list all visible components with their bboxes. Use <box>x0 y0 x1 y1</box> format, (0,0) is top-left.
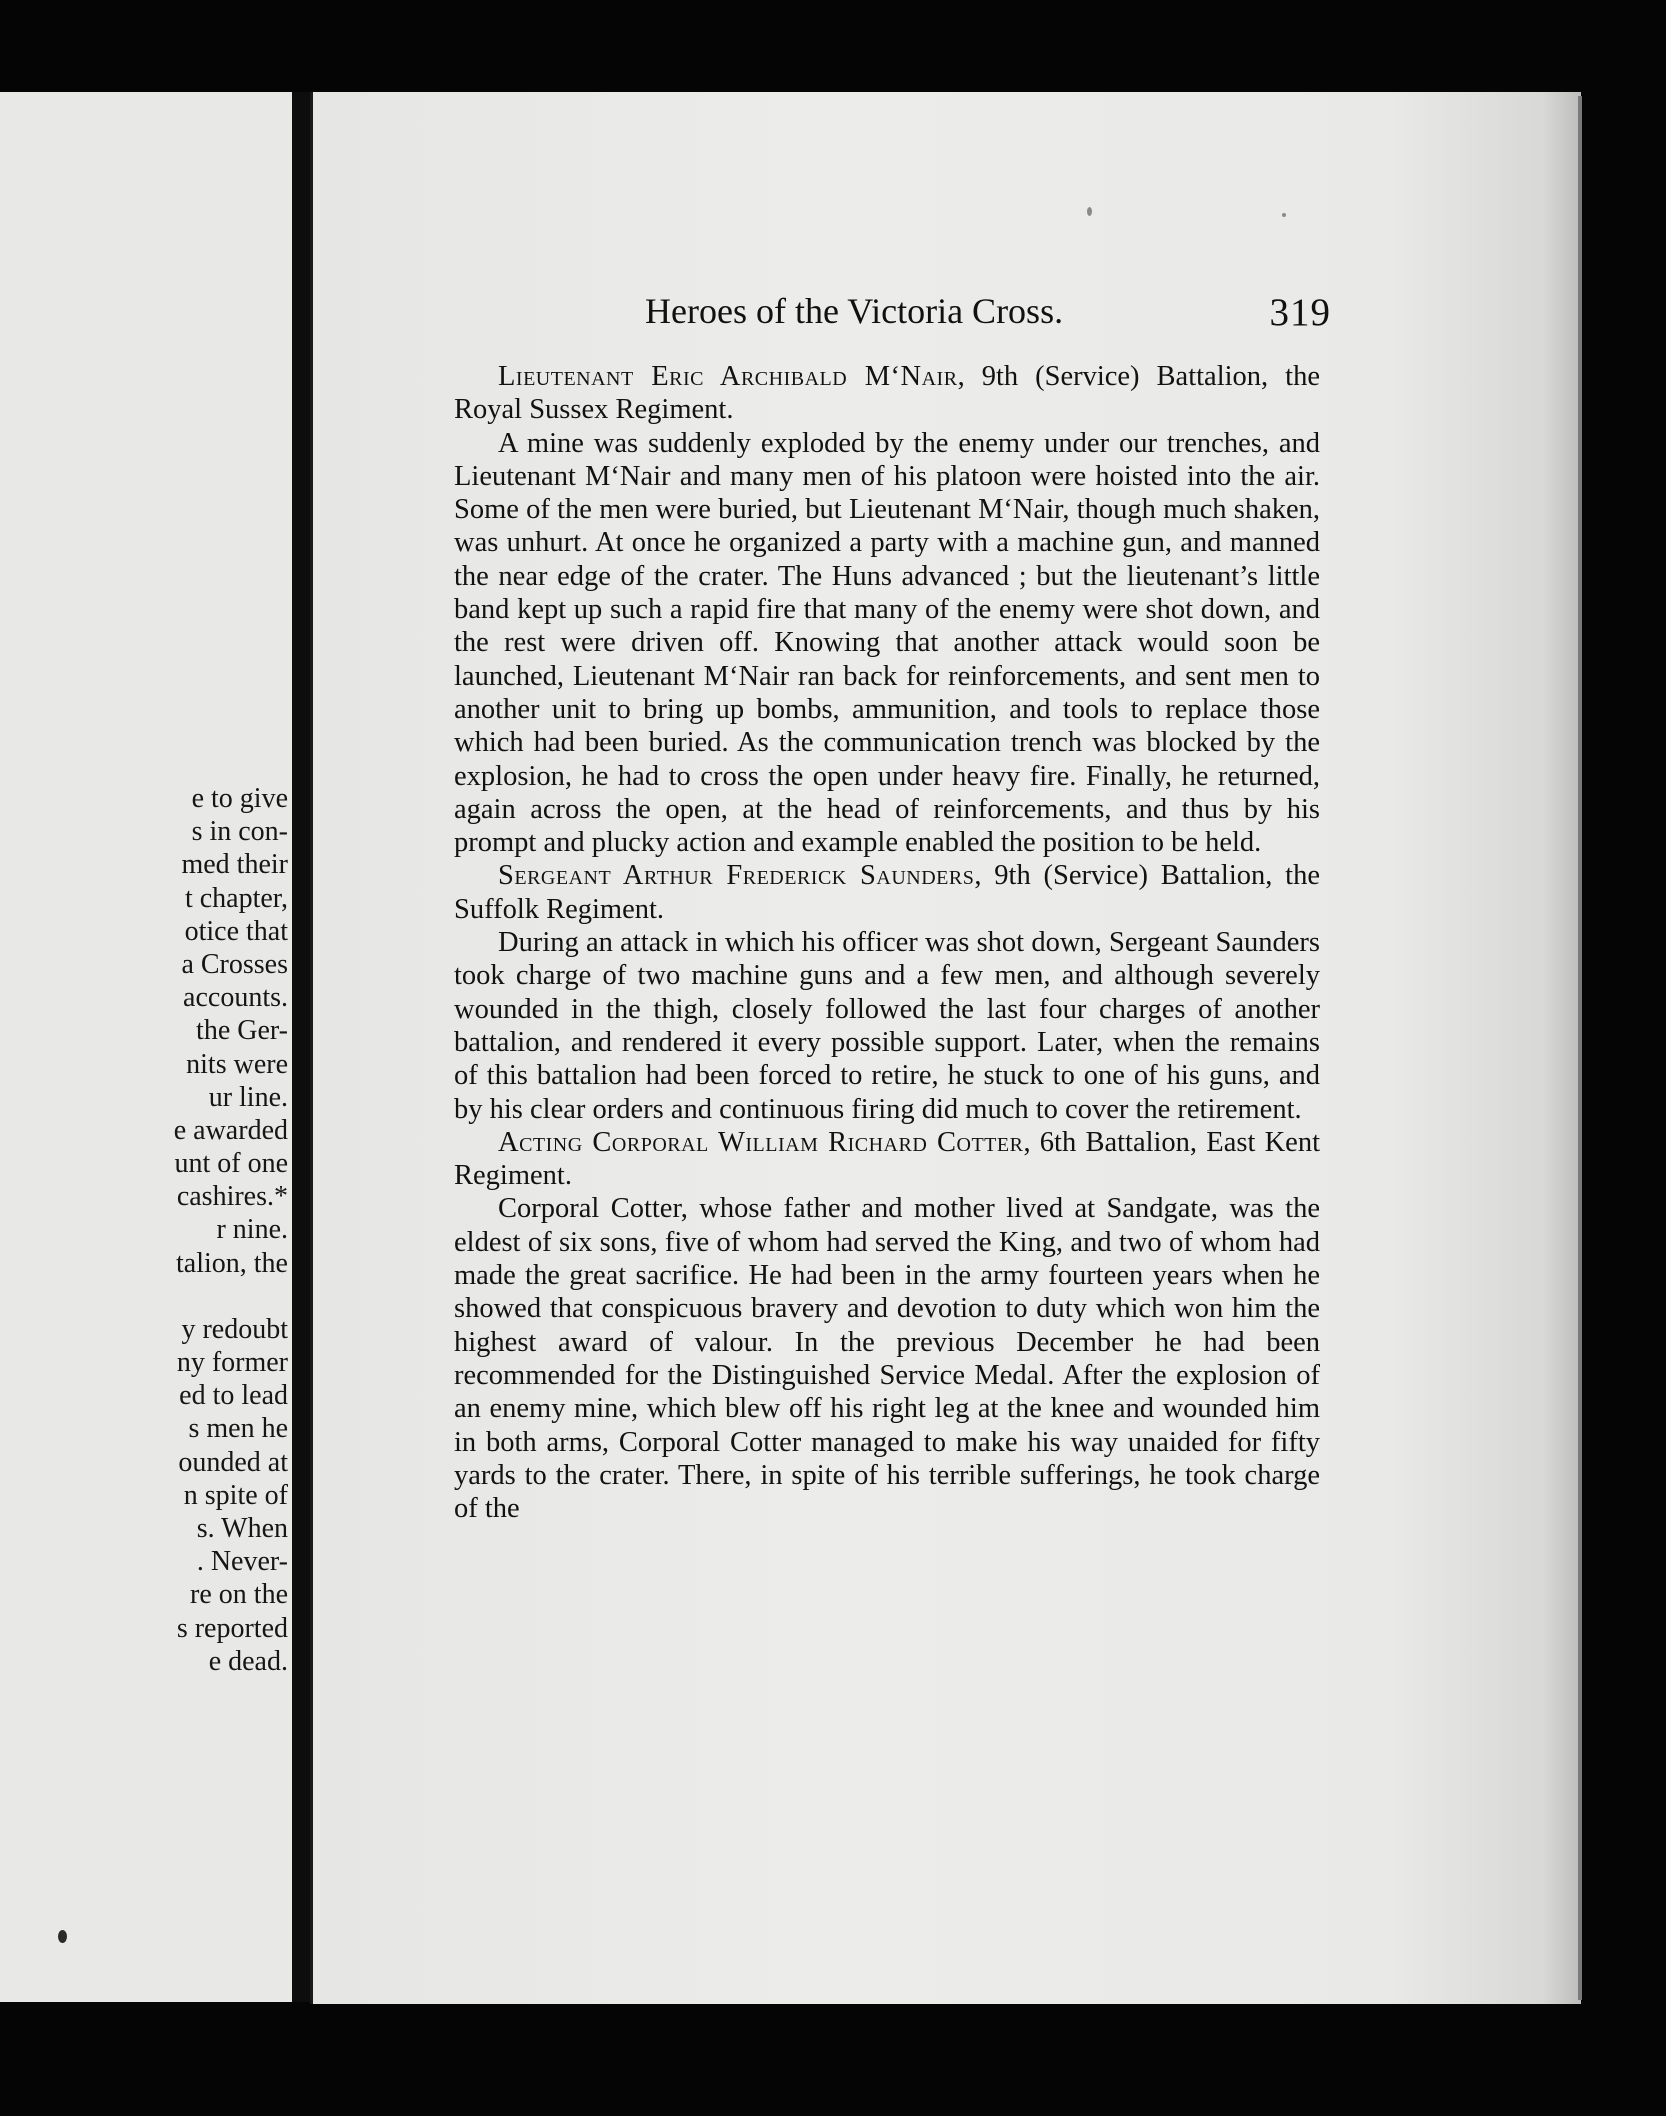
entry-paragraph: During an attack in which his officer was shot down, Sergeant Saunders took charge of two machine guns and a few men, and although severely wounded in the thigh, closely followed the last four charges of another battalion, and rendered it every possible support. Later, when the remains of this battalion had been forced to retire, he stuck to one of his guns, and by his clear orders and continuous firing did much to cover the retirement. <box>454 927 1320 1125</box>
running-head <box>645 290 1335 340</box>
left-line: n spite of <box>183 1479 288 1511</box>
left-line: talion, the <box>176 1247 288 1279</box>
left-line: accounts. <box>183 982 288 1014</box>
left-line: a Crosses <box>181 948 288 980</box>
left-line: ur line. <box>208 1081 288 1113</box>
running-title: Heroes of the Victoria Cross. <box>645 291 1064 331</box>
left-line: e dead. <box>208 1645 288 1677</box>
entry-heading <box>454 1126 1320 1193</box>
left-line: unt of one <box>174 1148 288 1180</box>
paper-speck <box>1282 213 1286 217</box>
recipient-name: Acting Corporal William Richard Cotter <box>498 1126 1024 1158</box>
left-line: re on the <box>190 1579 288 1611</box>
left-line: t chapter, <box>184 882 288 914</box>
entry-heading <box>454 360 1320 427</box>
left-line: nits were <box>186 1048 288 1080</box>
book-gutter <box>292 92 310 2002</box>
left-line: s reported <box>176 1612 288 1644</box>
left-line: med their <box>181 849 288 881</box>
entry-paragraph: Corporal Cotter, whose father and mother lived at Sandgate, was the eldest of six sons, five of whom had served the King, and two of whom had made the great sacrifice. He had been in the army fourteen years when he showed that conspicuous bravery and devotion to duty which won him the highest award of valour. In the previous December he had been recommended for the Distinguished Service Medal. After the explosion of an enemy mine, which blew off his right leg at the knee and wounded him in both arms, Corporal Cotter managed to make his way unaided for fifty yards to the crater. There, in spite of his terrible sufferings, he took charge of the <box>454 1193 1320 1525</box>
page-edge <box>1578 96 1582 2000</box>
left-line: otice that <box>184 915 288 947</box>
left-line: ed to lead <box>179 1380 288 1412</box>
previous-page-fragment <box>0 92 292 2002</box>
left-line: e to give <box>191 783 288 814</box>
left-line: s. When <box>196 1512 288 1544</box>
page-number: 319 <box>1269 291 1331 334</box>
ink-blot <box>58 1930 67 1943</box>
recipient-name: Lieutenant Eric Archibald M‘Nair <box>498 361 958 392</box>
paper-speck <box>1087 207 1092 216</box>
left-line: . Never- <box>196 1546 288 1578</box>
left-line: ny former <box>176 1347 288 1378</box>
left-line: ounded at <box>178 1446 288 1478</box>
left-line: y redoubt <box>181 1313 288 1345</box>
left-line: r nine. <box>216 1214 288 1246</box>
recipient-unit: , 9th (Service) Battalion, the Royal Sussex Regiment. <box>454 361 1320 426</box>
previous-page-text <box>0 782 288 1678</box>
page-body <box>454 360 1320 1525</box>
left-line: s in con- <box>191 816 288 848</box>
left-line: cashires.* <box>176 1181 288 1213</box>
recipient-unit: , 6th Battalion, East Kent Regiment. <box>454 1126 1320 1192</box>
left-line: s men he <box>188 1413 288 1445</box>
recipient-name: Sergeant Arthur Frederick Saunders <box>498 860 975 892</box>
left-line: e awarded <box>173 1114 288 1146</box>
left-line-gap <box>0 1280 288 1313</box>
entry-heading <box>454 859 1320 926</box>
left-line: the Ger- <box>196 1015 288 1047</box>
recipient-unit: , 9th (Service) Battalion, the Suffolk Regiment. <box>454 860 1320 925</box>
entry-paragraph: A mine was suddenly exploded by the enemy under our trenches, and Lieutenant M‘Nair and many men of his platoon were hoisted into the air. Some of the men were buried, but Lieutenant M‘Nair, though much shaken, was unhurt. At once he organized a party with a machine gun, and manned the near edge of the crater. The Huns advanced ; but the lieutenant’s little band kept up such a rapid fire that many of the enemy were shot down, and the rest were driven off. Knowing that another attack would soon be launched, Lieutenant M‘Nair ran back for reinforcements, and sent men to another unit to bring up bombs, ammunition, and tools to replace those which had been buried. As the communication trench was blocked by the explosion, he had to cross the open under heavy fire. Finally, he returned, again across the open, at the head of reinforcements, and thus by his prompt and plucky action and example enabled the position to be held. <box>454 427 1320 859</box>
